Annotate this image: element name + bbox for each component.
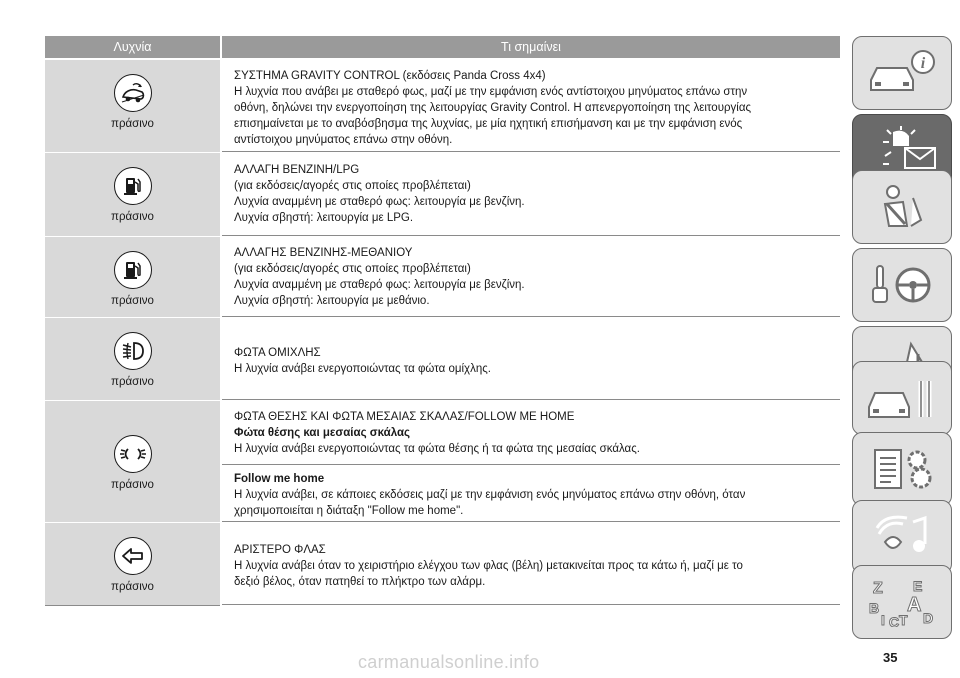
index-letter: E <box>913 578 923 594</box>
description-line: (για εκδόσεις/αγορές στις οποίες προβλέπεται) <box>234 263 471 275</box>
tab-technical-data[interactable] <box>852 432 952 506</box>
maintenance-icon <box>863 373 941 423</box>
index-letter: C <box>889 614 900 627</box>
fuel-pump-icon <box>114 167 152 205</box>
description-line: Η λυχνία ανάβει όταν το χειριστήριο ελέγχου των φλας (βέλη) μετακινείται προς τα κάτω ή, μαζί με το <box>234 560 743 572</box>
description-line: (για εκδόσεις/αγορές στις οποίες προβλέπεται) <box>234 180 471 192</box>
position-lights-icon <box>114 435 152 473</box>
car-info-icon <box>863 48 941 98</box>
safety-seatbelt-icon <box>863 182 941 232</box>
lamp-title: ΑΡΙΣΤΕΡΟ ΦΛΑΣ <box>234 544 326 556</box>
lamp-title: ΑΛΛΑΓΗ ΒΕΝΖΙΝΗ/LPG <box>234 164 360 176</box>
meaning-cell <box>222 523 840 605</box>
meaning-cell <box>222 465 840 522</box>
lamp-color-label: πράσινο <box>111 211 154 223</box>
lamp-color-label: πράσινο <box>111 295 154 307</box>
index-letter: Z <box>873 580 883 597</box>
lamp-color-label: πράσινο <box>111 581 154 593</box>
warning-light-message-icon <box>863 126 941 176</box>
header-col-lamp: Λυχνία <box>45 36 220 58</box>
index-letter: A <box>907 594 922 616</box>
gravity-control-icon <box>114 74 152 112</box>
svg-text:i: i <box>920 55 926 72</box>
lamp-title: ΑΛΛΑΓΗΣ ΒΕΝΖΙΝΗΣ-ΜΕΘΑΝΙΟΥ <box>234 247 413 259</box>
left-arrow-icon <box>114 537 152 575</box>
description-line: επισημαίνεται με το αναβόσβησμα της λυχνίας, με μία ηχητική επισήμανση και με την εμφάνιση ενός <box>234 118 743 130</box>
meaning-cell <box>222 60 840 152</box>
subsection-heading: Follow me home <box>234 473 325 485</box>
lamp-cell <box>45 237 220 317</box>
lamp-color-label: πράσινο <box>111 118 154 130</box>
subsection-heading: Φώτα θέσης και μεσαίας σκάλας <box>234 427 411 439</box>
watermark: carmanualsonline.info <box>358 652 540 672</box>
meaning-cell <box>222 401 840 465</box>
lamp-title: ΦΩΤΑ ΘΕΣΗΣ ΚΑΙ ΦΩΤΑ ΜΕΣΑΙΑΣ ΣΚΑΛΑΣ/FOLLOW ME HOME <box>234 411 575 423</box>
lamp-color-label: πράσινο <box>111 376 154 388</box>
starting-driving-icon <box>863 260 941 310</box>
description-line: Η λυχνία ανάβει ενεργοποιώντας τα φώτα ομίχλης. <box>234 363 491 375</box>
page-number: 35 <box>883 650 898 665</box>
tab-starting-driving[interactable] <box>852 248 952 322</box>
description-line: Η λυχνία που ανάβει με σταθερό φως, μαζί με την εμφάνιση ενός αντίστοιχου μηνύματος επάνω στην <box>234 86 748 98</box>
description-line: Λυχνία σβηστή: λειτουργία με LPG. <box>234 212 414 224</box>
header-col-meaning: Τι σημαίνει <box>222 36 840 58</box>
tab-maintenance[interactable] <box>852 361 952 435</box>
lamp-cell <box>45 523 220 605</box>
index-letter: T <box>899 612 908 627</box>
description-line: δεξιό βέλος, όταν πατηθεί το πλήκτρο των αλάρμ. <box>234 576 486 588</box>
index-icon <box>863 577 941 627</box>
description-line: χρησιμοποιείται η διάταξη "Follow me home". <box>234 505 464 517</box>
description-line: Η λυχνία ανάβει, σε κάποιες εκδόσεις μαζί με την εμφάνιση ενός μηνύματος επάνω στην οθόνη, όταν <box>234 489 746 501</box>
description-line: Λυχνία σβηστή: λειτουργία με μεθάνιο. <box>234 295 430 307</box>
index-letter: D <box>923 610 934 626</box>
meaning-cell <box>222 153 840 236</box>
technical-data-icon <box>863 444 941 494</box>
meaning-cell <box>222 318 840 400</box>
table-bottom-rule <box>45 605 220 606</box>
description-line: αντίστοιχου μηνύματος επάνω στην οθόνη. <box>234 134 453 146</box>
tab-car-info[interactable] <box>852 36 952 110</box>
lamp-cell <box>45 318 220 400</box>
tab-safety[interactable] <box>852 170 952 244</box>
tab-index[interactable] <box>852 565 952 639</box>
lamp-title: ΦΩΤΑ ΟΜΙΧΛΗΣ <box>234 347 321 359</box>
multimedia-icon <box>863 512 941 562</box>
index-letter: I <box>881 612 885 627</box>
description-line: Η λυχνία ανάβει ενεργοποιώντας τα φώτα θέσης ή τα φώτα της μεσαίας σκάλας. <box>234 443 640 455</box>
tab-multimedia[interactable] <box>852 500 952 574</box>
lamp-title: ΣΥΣΤΗΜΑ GRAVITY CONTROL (εκδόσεις Panda Cross 4x4) <box>234 70 546 82</box>
description-line: οθόνη, δηλώνει την ενεργοποίηση της λειτουργίας Gravity Control. Η απενεργοποίηση της λειτουργίας <box>234 102 752 114</box>
lamp-cell <box>45 60 220 152</box>
fog-light-icon <box>114 332 152 370</box>
lamp-color-label: πράσινο <box>111 479 154 491</box>
lamp-cell <box>45 153 220 236</box>
description-line: Λυχνία αναμμένη με σταθερό φως: λειτουργία με βενζίνη. <box>234 196 525 208</box>
description-line: Λυχνία αναμμένη με σταθερό φως: λειτουργία με βενζίνη. <box>234 279 525 291</box>
fuel-pump-icon <box>114 251 152 289</box>
index-letter: B <box>869 600 880 616</box>
meaning-cell <box>222 237 840 317</box>
lamp-cell <box>45 401 220 522</box>
